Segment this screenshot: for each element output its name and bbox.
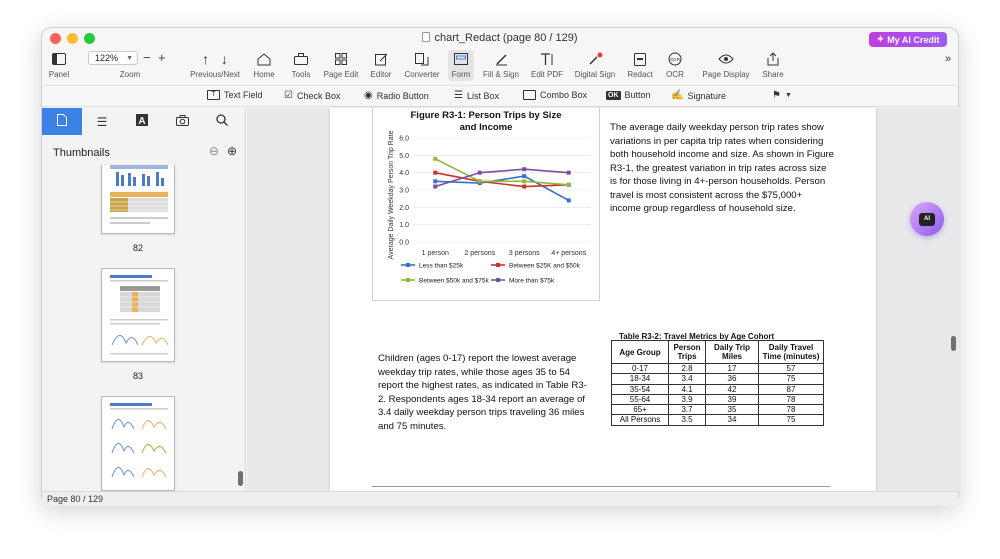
sidebar [42,108,246,491]
chart-x-tick-label: 4+ persons [551,250,587,257]
panel-label: Panel [48,70,70,79]
tab-outline[interactable] [82,108,122,135]
zoom-value: 122% [95,53,119,63]
form-button[interactable] [448,50,474,81]
chart-y-tick-label: 2.0 [399,204,409,212]
chart-y-tick-label: 3.0 [399,187,409,195]
tab-annotations[interactable] [122,108,162,135]
table-cell: 0-17 [612,364,669,374]
chart-y-tick-label: 6.0 [399,135,409,143]
home-button[interactable] [251,50,277,79]
svg-text:A: A [138,116,146,127]
table-header-cell: Age Group [612,341,669,364]
combo-box-tool[interactable] [523,90,587,100]
ocr-icon [662,50,688,68]
chart-legend-label: More than $75k [509,277,555,285]
chart-y-axis-label: Average Daily Weekday Person Trip Rate [388,130,395,260]
digital-sign-button[interactable] [572,50,618,79]
zoom-label-text: Zoom [119,70,141,79]
table-cell: 34 [706,415,759,425]
thumbnail-page-83[interactable] [101,268,175,362]
form-toolbar [42,85,958,107]
list-bullets-icon: ☰ [96,114,108,129]
page-icon [57,114,67,129]
prev-next-icons [188,50,242,68]
fill-sign-button[interactable] [480,50,522,79]
prev-next-label: Previous/Next [190,70,240,79]
chart-data-point [567,171,571,175]
tab-images[interactable] [162,108,202,135]
table-cell: 36 [706,374,759,384]
table-header-cell: Daily Trip Miles [706,341,759,364]
app-window [41,27,959,505]
table-cell: 3.4 [669,374,706,384]
annotation-icon [136,114,148,129]
pdf-page [330,108,876,491]
digital-sign-icon [572,50,618,68]
page-indicator: Page 80 / 129 [47,494,104,504]
signature-tool[interactable] [671,90,726,101]
ocr-button[interactable] [662,50,688,79]
previous-next-group [188,50,242,79]
table-cell: 4.1 [669,384,706,394]
ocr-label: OCR [666,70,684,79]
table-cell: 55-64 [612,394,669,404]
chart-legend-marker [496,263,500,267]
ai-assistant-button[interactable] [910,202,944,236]
redact-label: Redact [627,70,653,79]
chart-legend-label: Between $50k and $75k [419,277,489,285]
edit-pdf-label: Edit PDF [530,70,563,79]
radio-button-tool[interactable] [364,90,429,101]
page-display-button[interactable] [699,50,753,79]
chart-legend-marker [496,278,500,282]
tools-button[interactable] [288,50,314,79]
document-title [42,32,958,44]
radio-icon: ◉ [364,90,373,101]
chart-data-point [433,179,437,183]
ok-button-icon: OK [608,91,619,99]
chart-data-point [478,171,482,175]
toolbox-icon [288,50,314,68]
table-cell: 42 [706,384,759,394]
form-label: Form [451,70,471,79]
chart-x-tick-label: 2 persons [464,250,496,257]
sidebar-tabs [42,108,245,135]
thumbnails-title: Thumbnails [53,147,110,159]
title-bar [42,28,958,50]
zoom-out-thumbnails-icon[interactable]: ⊖ [208,144,219,158]
chart-data-point [478,179,482,183]
ai-credit-label: My AI Credit [887,34,940,45]
chart-data-point [433,171,437,175]
text-field-tool[interactable] [207,90,263,100]
table-row [612,394,824,404]
tools-label: Tools [291,70,311,79]
previous-arrow-icon[interactable]: ↑ [202,51,210,67]
ai-assistant-icon: AI [919,213,935,226]
chart-legend-marker [406,278,410,282]
table-row [612,364,824,374]
table-cell: 3.7 [669,405,706,415]
chevron-down-icon: ▼ [126,54,133,62]
list-box-label: List Box [466,90,499,101]
document-scrollbar[interactable] [951,336,956,351]
zoom-out-button[interactable]: − [143,50,151,65]
page-display-label: Page Display [702,70,750,79]
chart-data-point [522,174,526,178]
chart-data-point [433,157,437,161]
age-description-paragraph: Children (ages 0-17) report the lowest average weekday trip rates, while those ages 35 to 54 report the highest rates, as indicated in Table R3-2. Respondents ages 18-34 report an average of 3.4 daily weekday person trips traveling 36 miles and 75 minutes. [378,353,587,432]
check-box-tool[interactable] [284,90,341,101]
table-row [612,405,824,415]
chart-title-line-1: Figure R3-1: Person Trips by Size [410,110,562,121]
table-cell: 75 [759,415,824,425]
table-cell: 35-54 [612,384,669,394]
chart-data-point [522,185,526,189]
fill-sign-label: Fill & Sign [482,70,519,79]
editor-button[interactable] [368,50,394,79]
chart-y-tick-label: 1.0 [399,222,409,230]
document-viewer [247,108,960,491]
redact-icon [625,50,655,68]
table-row [612,374,824,384]
zoom-select[interactable] [88,51,138,65]
table-cell: 17 [706,364,759,374]
travel-metrics-table [611,340,824,426]
table-header-cell: Daily Travel Time (minutes) [759,341,824,364]
text-field-icon: T [207,90,220,100]
list-box-tool[interactable] [454,90,499,101]
thumbnail-page-82[interactable] [101,165,175,234]
grid-icon [321,50,361,68]
form-icon [448,50,474,68]
thumbnail-label-83: 83 [132,371,143,381]
chevron-down-icon: ▼ [784,92,792,99]
home-label: Home [253,70,275,79]
zoom-in-button[interactable]: + [158,50,166,65]
thumbnail-label-82: 82 [132,243,143,253]
combo-box-label: Combo Box [540,90,588,100]
line-chart [373,108,601,301]
document-icon [422,32,430,42]
panel-button[interactable] [46,50,72,79]
table-title: Table R3-2: Travel Metrics by Age Cohort [619,332,775,341]
status-bar [42,491,958,506]
chart-data-point [567,198,571,202]
table-cell: 78 [759,405,824,415]
table-cell: 35 [706,405,759,415]
home-icon [251,50,277,68]
table-header-cell: Person Trips [669,341,706,364]
text-edit-icon [528,50,566,68]
page-edit-label: Page Edit [323,70,359,79]
thumbnail-list [42,165,230,491]
panel-icon [46,50,72,68]
share-icon [759,50,787,68]
thumbnail-zoom-controls [209,144,237,158]
footer-divider [372,486,830,487]
tab-thumbnails[interactable] [42,108,82,135]
signature-label: Signature [687,90,726,101]
chart-y-tick-label: 0.0 [399,239,409,247]
table-cell: 65+ [612,405,669,415]
document-title-text: chart_Redact (page 80 / 129) [434,32,578,44]
table-cell: 78 [759,394,824,404]
checkbox-icon: ☑ [284,90,293,101]
search-icon [216,114,228,129]
table-header-row [612,341,824,364]
chart-legend-label: Less than $25k [419,262,464,270]
converter-label: Converter [404,70,440,79]
chart-data-point [433,185,437,189]
table-cell: 87 [759,384,824,394]
edit-pencil-icon [368,50,394,68]
ai-credit-button[interactable] [869,32,947,47]
fill-sign-icon [480,50,522,68]
eye-icon [699,50,753,68]
table-cell: 3.9 [669,394,706,404]
button-label: Button [624,90,651,100]
page-edit-button[interactable] [321,50,361,79]
chart-description-paragraph: The average daily weekday person trip rates show variations in per capita trip rates when considering both household income and size. As shown in Figure R3-1, the greatest variation in trip rates across size is for those living in 4+-person households. Person travel is most consistent across the $75,000+ income group regardless of household size. [610,122,834,214]
editor-label: Editor [370,70,392,79]
sidebar-scrollbar[interactable] [238,471,243,486]
zoom-label [118,70,142,79]
tab-search[interactable] [202,108,242,135]
edit-pdf-button[interactable] [528,50,566,79]
redact-button[interactable] [625,50,655,79]
combo-box-icon [523,90,536,100]
list-icon: ☰ [454,90,463,101]
chart-y-tick-label: 4.0 [399,170,409,178]
chart-data-point [522,179,526,183]
converter-icon [401,50,443,68]
thumbnail-page-84[interactable] [101,396,175,491]
svg-text:OCR: OCR [670,57,680,62]
button-tool[interactable] [606,90,651,100]
flag-icon: ⚑ [772,90,781,101]
table-cell: 18-34 [612,374,669,384]
chart-data-point [522,167,526,171]
table-cell: All Persons [612,415,669,425]
main-toolbar [42,50,958,83]
check-box-label: Check Box [296,90,341,101]
more-tools-button[interactable] [942,50,954,68]
camera-icon [176,115,189,129]
chart-x-tick-label: 1 person [421,250,449,257]
chart-figure [372,108,600,301]
chart-data-point [567,183,571,187]
table-cell: 39 [706,394,759,404]
text-field-label: Text Field [224,90,263,100]
table-cell: 75 [759,374,824,384]
chart-x-tick-label: 3 persons [508,250,540,257]
table-cell: 57 [759,364,824,374]
chart-y-tick-label: 5.0 [399,152,409,160]
radio-button-label: Radio Button [376,90,429,101]
zoom-in-thumbnails-icon[interactable]: ⊕ [226,144,237,158]
flag-dropdown[interactable] [772,90,792,101]
table-cell: 2.8 [669,364,706,374]
share-button[interactable] [759,50,787,79]
table-row [612,415,824,425]
double-chevron-right-icon: » [944,53,952,65]
digital-sign-label: Digital Sign [574,70,616,79]
chart-legend-marker [406,263,410,267]
signature-icon: ✍ [671,90,684,101]
table-row [612,384,824,394]
share-label: Share [762,70,784,79]
chart-legend-label: Between $25K and $50k [509,262,580,270]
converter-button[interactable] [401,50,443,79]
next-arrow-icon[interactable]: ↓ [220,51,228,67]
sparkle-icon: ✦ [876,34,885,44]
table-cell: 3.5 [669,415,706,425]
chart-title-line-2: and Income [459,122,513,133]
